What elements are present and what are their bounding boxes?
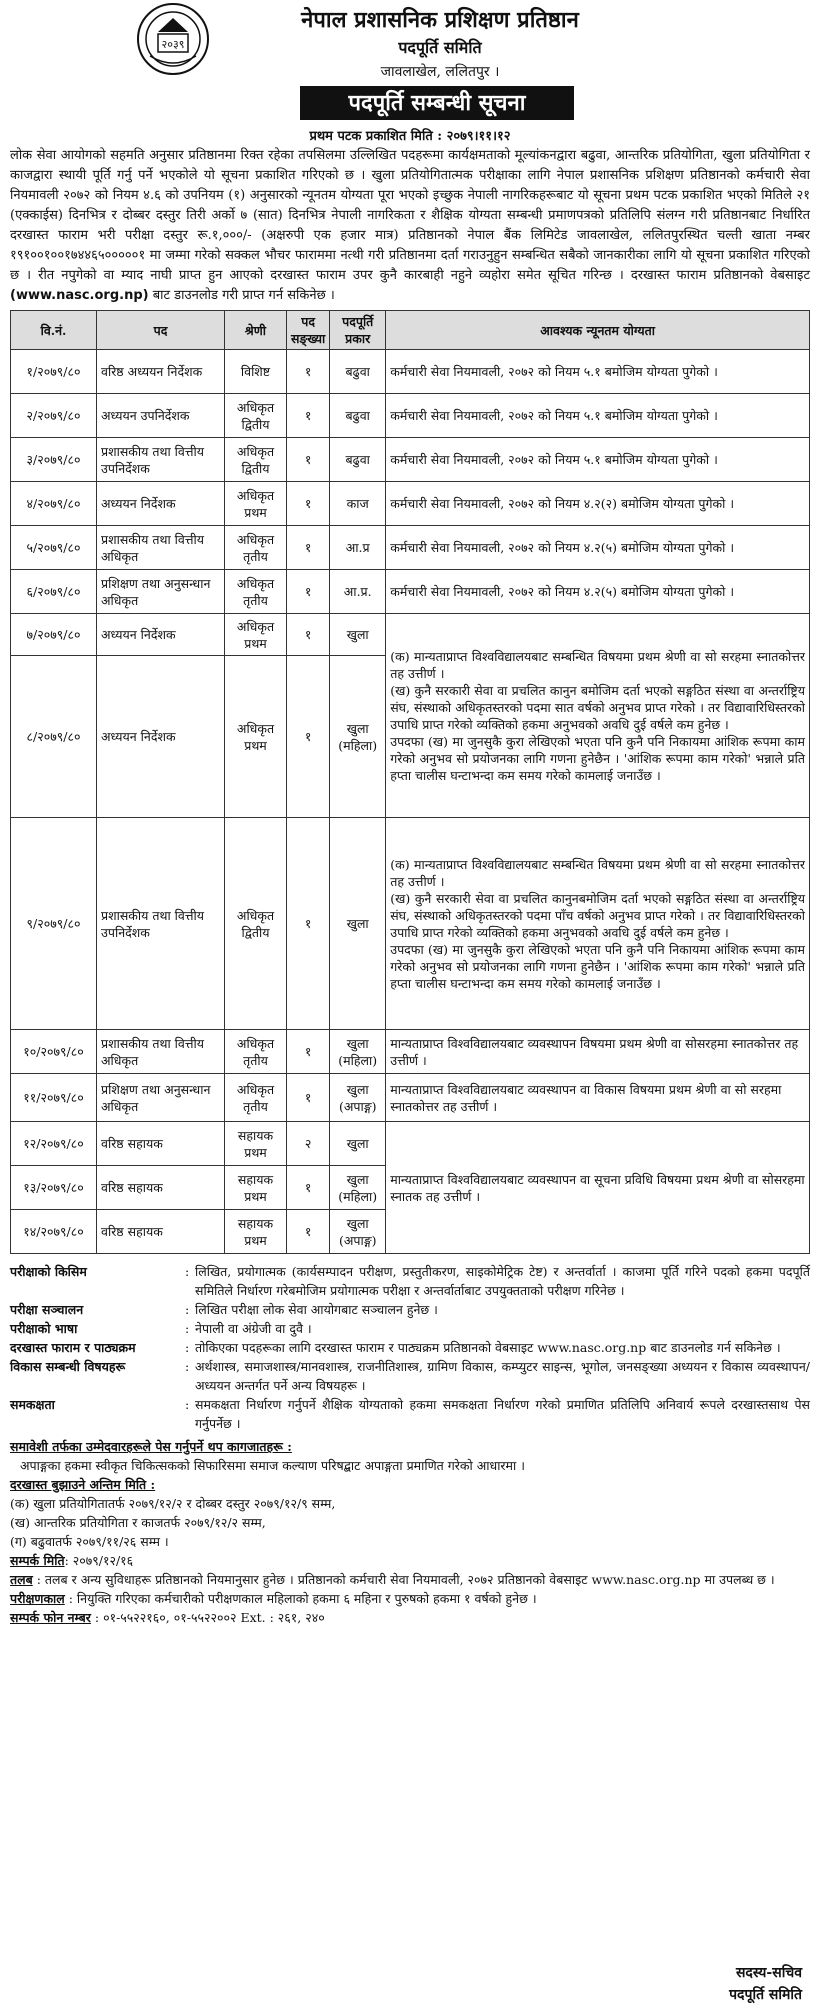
row-type: खुला <box>330 818 386 1030</box>
row-no: ७/२०७९/८० <box>11 614 97 656</box>
row-class: अधिकृत द्वितीय <box>225 438 287 482</box>
salary-info: तलब : तलब र अन्य सुविधाहरू प्रतिष्ठानको नियमानुसार हुनेछ । प्रतिष्ठानको कर्मचारी सेवा नियमावली, २०७२ प्रतिष्ठानको वेबसाइट www.nasc.org.np मा उपलब्ध छ । <box>10 1572 775 1587</box>
svg-text:२०३९: २०३९ <box>161 38 185 51</box>
row-type: आ.प्र <box>330 526 386 570</box>
phone-info: सम्पर्क फोन नम्बर : ०१-५५२२१६०, ०१-५५२२००२ Ext. : २६१, २४० <box>10 1610 325 1625</box>
qualification-note: उपदफा (ख) मा जुनसुकै कुरा लेखिएको भएता पनि कुनै पनि निकायमा आंशिक रूपमा काम गरेको अनुभव सो प्रयोजनका लागि गणना हुनेछैन । 'आंशिक रूपमा काम गरेको' भन्नाले प्रति हप्ता चालीस घन्टाभन्दा कम समय गरेको कामलाई जनाउँछ । <box>390 733 805 783</box>
row-no: १२/२०७९/८० <box>11 1122 97 1166</box>
col-header-type: पदपूर्ति प्रकार <box>330 311 386 350</box>
row-type: आ.प्र. <box>330 570 386 614</box>
row-post: प्रशासकीय तथा वित्तीय उपनिर्देशक <box>97 438 225 482</box>
row-class: सहायक प्रथम <box>225 1166 287 1210</box>
row-qualification: मान्यताप्राप्त विश्वविद्यालयबाट व्यवस्थापन वा विकास विषयमा प्रथम श्रेणी वा सो सरहमा स्नातकोत्तर तह उत्तीर्ण । <box>386 1074 810 1122</box>
table-row <box>11 1122 810 1166</box>
table-header-row <box>11 311 810 350</box>
row-post: प्रशासकीय तथा वित्तीय उपनिर्देशक <box>97 818 225 1030</box>
row-class: अधिकृत प्रथम <box>225 482 287 526</box>
qualification-b: (ख) कुनै सरकारी सेवा वा प्रचलित कानुन बमोजिम दर्ता भएको सङ्गठित संस्था वा अन्तर्राष्ट्रिय संघ, संस्थाको अधिकृतस्तरको पदमा सात वर्षको अनुभव प्राप्त गरेको । तर विद्यावारिधिस्तरको उपाधि प्राप्त गरेको व्यक्तिको हकमा अनुभवको अवधि दुई वर्षले कम हुनेछ । <box>390 682 805 732</box>
info-row: दरखास्त फाराम र पाठ्यक्रम : तोकिएका पदहरूका लागि दरखास्त फाराम र पाठ्यक्रम प्रतिष्ठानको वेबसाइट www.nasc.org.np बाट डाउनलोड गर्न सकिनेछ । <box>10 1340 781 1355</box>
row-count: १ <box>287 482 330 526</box>
row-count: १ <box>287 526 330 570</box>
info-row: विकास सम्बन्धी विषयहरू : अर्थशास्त्र, समाजशास्त्र/मानवशास्त्र, राजनीतिशास्त्र, ग्रामिण विकास, कम्प्युटर साइन्स, भूगोल, जनसङ्ख्या अध्ययन र विकास व्यवस्थापन/अध्ययन अन्तर्गत पर्ने अन्य विषयहरू । <box>10 1359 810 1393</box>
row-class: अधिकृत तृतीय <box>225 1030 287 1074</box>
row-qualification: कर्मचारी सेवा नियमावली, २०७२ को नियम ४.२(२) बमोजिम योग्यता पुगेको । <box>386 482 810 526</box>
row-class: विशिष्ट <box>225 350 287 394</box>
row-count: १ <box>287 1074 330 1122</box>
notice-header <box>10 0 810 122</box>
row-qualification: कर्मचारी सेवा नियमावली, २०७२ को नियम ५.१ बमोजिम योग्यता पुगेको । <box>386 350 810 394</box>
row-count: १ <box>287 438 330 482</box>
info-row: परीक्षाको भाषा : नेपाली वा अंग्रेजी वा दुवै । <box>10 1321 312 1336</box>
row-no: ११/२०७९/८० <box>11 1074 97 1122</box>
row-post: प्रशिक्षण तथा अनुसन्धान अधिकृत <box>97 570 225 614</box>
row-no: १/२०७९/८० <box>11 350 97 394</box>
row-type: खुला <box>330 614 386 656</box>
qualification-a: (क) मान्यताप्राप्त विश्वविद्यालयबाट सम्बन्धित विषयमा प्रथम श्रेणी वा सो सरहमा स्नातकोत्तर तह उत्तीर्ण । <box>390 856 805 889</box>
row-no: ९/२०७९/८० <box>11 818 97 1030</box>
table-row <box>11 818 810 1030</box>
col-header-no: वि.नं. <box>11 311 97 350</box>
row-qualification <box>386 818 810 1030</box>
info-row: समकक्षता : समकक्षता निर्धारण गर्नुपर्ने शैक्षिक योग्यताको हकमा समकक्षता निर्धारण गरेको प्रमाणित प्रतिलिपि अनिवार्य रूपले दरखास्तसाथ पेस गर्नुपर्नेछ । <box>10 1397 810 1431</box>
row-post: अध्ययन उपनिर्देशक <box>97 394 225 438</box>
row-count: १ <box>287 656 330 818</box>
location: जावलाखेल, ललितपुर । <box>380 64 500 80</box>
row-type: खुला (अपाङ्ग) <box>330 1074 386 1122</box>
website-link[interactable]: (www.nasc.org.np) <box>10 288 149 303</box>
row-qualification: कर्मचारी सेवा नियमावली, २०७२ को नियम ५.१ बमोजिम योग्यता पुगेको । <box>386 438 810 482</box>
row-type: बढुवा <box>330 350 386 394</box>
row-count: १ <box>287 1166 330 1210</box>
row-post: प्रशिक्षण तथा अनुसन्धान अधिकृत <box>97 1074 225 1122</box>
row-no: ८/२०७९/८० <box>11 656 97 818</box>
notice-banner: पदपूर्ति सम्बन्धी सूचना <box>300 86 574 120</box>
row-no: ३/२०७९/८० <box>11 438 97 482</box>
row-type: खुला (अपाङ्ग) <box>330 1210 386 1254</box>
row-qualification: मान्यताप्राप्त विश्वविद्यालयबाट व्यवस्थापन विषयमा प्रथम श्रेणी वा सोसरहमा स्नातकोत्तर तह उत्तीर्ण । <box>386 1030 810 1074</box>
row-type: खुला (महिला) <box>330 656 386 818</box>
row-count: १ <box>287 614 330 656</box>
row-post: अध्ययन निर्देशक <box>97 482 225 526</box>
intro-paragraph: लोक सेवा आयोगको सहमति अनुसार प्रतिष्ठानमा रिक्त रहेका तपसिलमा उल्लिखित पदहरूमा कार्यक्षमताको मूल्यांकनद्वारा बढुवा, आन्तरिक प्रतियोगिता, खुला प्रतियोगिता र काजद्वारा स्थायी पूर्ति गर्नु पर्ने भएकोले यो सूचना प्रकाशित गरिएको छ । खुला प्रतियोगितात्मक परीक्षाका लागि नेपाल प्रशासनिक प्रशिक्षण प्रतिष्ठानको कर्मचारी सेवा नियमावली २०७२ को नियम ४.६ को उपनियम (१) अनुसारको न्यूनतम योग्यता पूरा भएको इच्छुक नेपाली नागरिकहरूबाट यो सूचना प्रथम पटक प्रकाशित भएको मितिले २१ (एक्काईस) दिनभित्र र दोब्बर दस्तुर तिरी अर्को ७ (सात) दिनभित्र नेपाली नागरिकता र शैक्षिक योग्यता सम्बन्धी प्रमाणपत्रको प्रतिलिपि संलग्न गरी प्रतिष्ठानबाट निर्धारित दरखास्त फाराम भरी परीक्षा दस्तुर रू.१,०००/- (अक्षरुपी एक हजार मात्र) प्रतिष्ठानको नेपाल बैंक लिमिटेड जावलाखेल, ललितपुरस्थित चल्ती खाता नम्बर १९१००१००१७४४६५०००००१ मा जम्मा गरेको सक्कल भौचर फाराममा नत्थी गरी प्रतिष्ठानमा दर्ता गराउनुहुन सम्बन्धित सबैको जानकारीका लागि यो सूचना प्रकाशित गरिएको छ । रीत नपुगेको वा म्याद नाघी प्राप्त हुन आएको दरखास्त फाराम उपर कुनै कारबाही नहुने व्यहोरा समेत सूचित गरिन्छ । दरखास्त फाराम प्रतिष्ठानको वेबसाइट (www.nasc.org.np) बाट डाउनलोड गरी प्राप्त गर्न सकिनेछ । <box>10 148 810 303</box>
row-no: १०/२०७९/८० <box>11 1030 97 1074</box>
table-row <box>11 350 810 394</box>
row-qualification-shared: मान्यताप्राप्त विश्वविद्यालयबाट व्यवस्थापन वा सूचना प्रविधि विषयमा प्रथम श्रेणी वा सोसरहमा स्नातक तह उत्तीर्ण । <box>386 1122 810 1254</box>
row-class: अधिकृत प्रथम <box>225 656 287 818</box>
col-header-count: पद सङ्ख्या <box>287 311 330 350</box>
row-type: खुला (महिला) <box>330 1030 386 1074</box>
vacancy-table <box>10 310 810 1254</box>
row-type: बढुवा <box>330 394 386 438</box>
row-count: १ <box>287 1210 330 1254</box>
row-class: सहायक प्रथम <box>225 1210 287 1254</box>
row-count: १ <box>287 394 330 438</box>
info-row: परीक्षाको किसिम : लिखित, प्रयोगात्मक (कार्यसम्पादन परीक्षण, प्रस्तुतीकरण, साइकोमेट्रिक टेष्ट) र अन्तर्वार्ता । काजमा पूर्ति गरिने पदको हकमा पदपूर्ति समितिले निर्धारण गरेबमोजिम प्रयोगात्मक परीक्षा र अन्तर्वार्ताबाट उपयुक्तताको परीक्षण गरिनेछ । <box>10 1264 810 1298</box>
row-no: ६/२०७९/८० <box>11 570 97 614</box>
row-type: खुला <box>330 1122 386 1166</box>
row-class: अधिकृत तृतीय <box>225 570 287 614</box>
row-post: वरिष्ठ सहायक <box>97 1166 225 1210</box>
qualification-b: (ख) कुनै सरकारी सेवा वा प्रचलित कानुनबमोजिम दर्ता भएको सङ्गठित संस्था वा अन्तर्राष्ट्रिय संघ, संस्थाको अधिकृतस्तरको पदमा पाँच वर्षको अनुभव प्राप्त गरेको । तर विद्यावारिधिस्तरको उपाधि प्राप्त गरेको व्यक्तिको हकमा अनुभवको अवधि दुई वर्षले कम हुनेछ । <box>390 890 805 940</box>
table-row <box>11 438 810 482</box>
row-post: वरिष्ठ सहायक <box>97 1210 225 1254</box>
row-no: ५/२०७९/८० <box>11 526 97 570</box>
col-header-qual: आवश्यक न्यूनतम योग्यता <box>386 311 810 350</box>
row-post: वरिष्ठ अध्ययन निर्देशक <box>97 350 225 394</box>
row-type: बढुवा <box>330 438 386 482</box>
deadlines: दरखास्त बुझाउने अन्तिम मिति : (क) खुला प्रतियोगितातर्फ २०७९/१२/२ र दोब्बर दस्तुर २०७९/१२/९ सम्म, (ख) आन्तरिक प्रतियोगिता र काजतर्फ २०७९/१२/२ सम्म, (ग) बढुवातर्फ २०७९/११/२६ सम्म । <box>10 1475 810 1551</box>
row-class: अधिकृत तृतीय <box>225 1074 287 1122</box>
deadline-item: (क) खुला प्रतियोगितातर्फ २०७९/१२/२ र दोब्बर दस्तुर २०७९/१२/९ सम्म, <box>10 1496 336 1511</box>
table-row <box>11 614 810 656</box>
row-qualification: कर्मचारी सेवा नियमावली, २०७२ को नियम ४.२(५) बमोजिम योग्यता पुगेको । <box>386 526 810 570</box>
table-row <box>11 394 810 438</box>
published-date: प्रथम पटक प्रकाशित मिति : २०७९।११।१२ <box>309 129 511 144</box>
row-count: १ <box>287 1030 330 1074</box>
row-post: अध्ययन निर्देशक <box>97 656 225 818</box>
deadline-item: (ख) आन्तरिक प्रतियोगिता र काजतर्फ २०७९/१२/२ सम्म, <box>10 1515 266 1530</box>
row-no: १४/२०७९/८० <box>11 1210 97 1254</box>
qualification-note: उपदफा (ख) मा जुनसुकै कुरा लेखिएको भएता पनि कुनै पनि निकायमा आंशिक रूपमा काम गरेको अनुभव सो प्रयोजनका लागि गणना हुनेछैन । 'आंशिक रूपमा काम गरेको' भन्नाले प्रति हप्ता चालीस घन्टाभन्दा कम समय गरेको कामलाई जनाउँछ । <box>390 941 805 991</box>
contact-date: सम्पर्क मिति: २०७९/१२/१६ <box>10 1553 134 1568</box>
row-class: अधिकृत तृतीय <box>225 526 287 570</box>
row-class: अधिकृत प्रथम <box>225 614 287 656</box>
table-row <box>11 570 810 614</box>
row-no: २/२०७९/८० <box>11 394 97 438</box>
row-count: २ <box>287 1122 330 1166</box>
row-count: १ <box>287 350 330 394</box>
row-qualification: कर्मचारी सेवा नियमावली, २०७२ को नियम ५.१ बमोजिम योग्यता पुगेको । <box>386 394 810 438</box>
row-post: प्रशासकीय तथा वित्तीय अधिकृत <box>97 1030 225 1074</box>
table-row <box>11 526 810 570</box>
row-count: १ <box>287 570 330 614</box>
signature-block: सदस्य-सचिव पदपूर्ति समिति <box>729 1965 802 2003</box>
row-class: अधिकृत द्वितीय <box>225 394 287 438</box>
row-type: काज <box>330 482 386 526</box>
table-row <box>11 482 810 526</box>
deadline-item: (ग) बढुवातर्फ २०७९/११/२६ सम्म । <box>10 1534 169 1549</box>
info-row: परीक्षा सञ्चालन : लिखित परीक्षा लोक सेवा आयोगबाट सञ्चालन हुनेछ । <box>10 1302 438 1317</box>
row-qualification: कर्मचारी सेवा नियमावली, २०७२ को नियम ४.२(५) बमोजिम योग्यता पुगेको । <box>386 570 810 614</box>
qualification-a: (क) मान्यताप्राप्त विश्वविद्यालयबाट सम्बन्धित विषयमा प्रथम श्रेणी वा सो सरहमा स्नातकोत्तर तह उत्तीर्ण । <box>390 648 805 681</box>
table-row <box>11 1030 810 1074</box>
col-header-post: पद <box>97 311 225 350</box>
row-class: सहायक प्रथम <box>225 1122 287 1166</box>
row-class: अधिकृत द्वितीय <box>225 818 287 1030</box>
extra-documents: समावेशी तर्फका उम्मेदवारहरूले पेस गर्नुपर्ने थप कागजातहरू : अपाङ्गका हकमा स्वीकृत चिकित्सकको सिफारिसमा समाज कल्याण परिषद्बाट अपाङ्गता प्रमाणित गरेको आधारमा । <box>10 1439 525 1473</box>
probation-info: परीक्षणकाल : नियुक्ति गरिएका कर्मचारीको परीक्षणकाल महिलाको हकमा ६ महिना र पुरुषको हकमा १ वर्षको हुनेछ । <box>10 1591 537 1606</box>
col-header-class: श्रेणी <box>225 311 287 350</box>
row-post: प्रशासकीय तथा वित्तीय अधिकृत <box>97 526 225 570</box>
row-count: १ <box>287 818 330 1030</box>
row-post: अध्ययन निर्देशक <box>97 614 225 656</box>
row-no: १३/२०७९/८० <box>11 1166 97 1210</box>
exam-info <box>10 1262 810 1433</box>
row-type: खुला (महिला) <box>330 1166 386 1210</box>
row-no: ४/२०७९/८० <box>11 482 97 526</box>
table-row <box>11 1074 810 1122</box>
org-name: नेपाल प्रशासनिक प्रशिक्षण प्रतिष्ठान <box>301 7 579 33</box>
committee-name: पदपूर्ति समिति <box>398 38 482 57</box>
row-qualification-shared <box>386 614 810 818</box>
row-post: वरिष्ठ सहायक <box>97 1122 225 1166</box>
